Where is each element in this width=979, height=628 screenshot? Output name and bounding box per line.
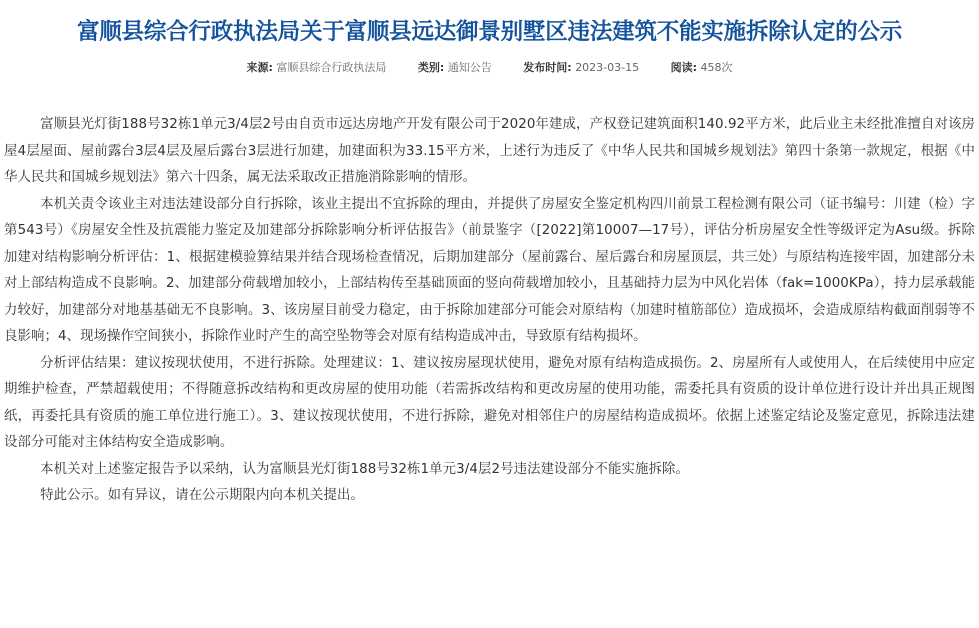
meta-category-label: 类别: xyxy=(417,61,445,74)
body-paragraph-1: 富顺县光灯街188号32栋1单元3/4层2号由自贡市远达房地产开发有限公司于2020年建成，产权登记建筑面积140.92平方米，此后业主未经批准擅自对该房屋4层屋面、屋前露台3层4层及屋后露台3层进行加建，加建面积为33.15平方米，上述行为违反了《中华人民共和国城乡规划法》第四十条第一款规定，根据《中华人民共和国城乡规划法》第六十四条，属无法采取改正措施消除影响的情形。 xyxy=(4,117,975,185)
meta-source xyxy=(246,58,386,78)
body-paragraph-2: 本机关责令该业主对违法建设部分自行拆除，该业主提出不宜拆除的理由，并提供了房屋安全鉴定机构四川前景工程检测有限公司（证书编号：川建（检）字第543号）《房屋安全性及抗震能力鉴定及加建部分拆除影响分析评估报告》（前景鉴字（[2022]第10007—17号），评估分析房屋安全性等级评定为Asu级。拆除加建对结构影响分析评估：1、根据建模验算结果并结合现场检查情况，后期加建部分（屋前露台、屋后露台和房屋顶层，共三处）与原结构连接牢固，加建部分未对上部结构造成不良影响。2、加建部分荷载增加较小，上部结构传至基础顶面的竖向荷载增加较小，且基础持力层为中风化岩体（fak=1000KPa），持力层承载能力较好，加建部分对地基基础无不良影响。3、该房屋目前受力稳定，由于拆除加建部分可能会对原结构（加建时植筋部位）造成损坏，会造成原结构截面削弱等不良影响；4、现场操作空间狭小，拆除作业时产生的高空坠物等会对原有结构造成冲击，导致原有结构损坏。 xyxy=(4,196,975,344)
meta-category-value: 通知公告 xyxy=(447,61,492,74)
body-paragraph-3: 分析评估结果：建议按现状使用，不进行拆除。处理建议：1、建议按房屋现状使用，避免对原有结构造成损伤。2、房屋所有人或使用人，在后续使用中应定期维护检查，严禁超载使用；不得随意拆改结构和更改房屋的使用功能（若需拆改结构和更改房屋的使用功能，需委托具有资质的设计单位进行设计并出具正规图纸，再委托具有资质的施工单位进行施工）。3、建议按现状使用，不进行拆除，避免对相邻住户的房屋结构造成损坏。依据上述鉴定结论及鉴定意见，拆除违法建设部分可能对主体结构安全造成影响。 xyxy=(4,355,975,450)
meta-views-value: 458次 xyxy=(700,61,733,74)
meta-date-label: 发布时间: xyxy=(523,61,572,74)
body-paragraph-4: 本机关对上述鉴定报告予以采纳，认为富顺县光灯街188号32栋1单元3/4层2号违法建设部分不能实施拆除。 xyxy=(40,461,689,477)
article-title: 富顺县综合行政执法局关于富顺县远达御景别墅区违法建筑不能实施拆除认定的公示 xyxy=(76,19,903,45)
article-body xyxy=(2,112,977,510)
meta-source-value: 富顺县综合行政执法局 xyxy=(276,61,387,74)
body-paragraph-5: 特此公示。如有异议，请在公示期限内向本机关提出。 xyxy=(40,488,364,503)
meta-views-label: 阅读: xyxy=(670,61,698,74)
meta-category xyxy=(418,58,492,78)
meta-source-label: 来源: xyxy=(246,61,273,74)
article-meta xyxy=(2,58,977,78)
meta-views xyxy=(671,58,733,78)
meta-date xyxy=(523,58,639,78)
meta-date-value: 2023-03-15 xyxy=(575,61,640,74)
